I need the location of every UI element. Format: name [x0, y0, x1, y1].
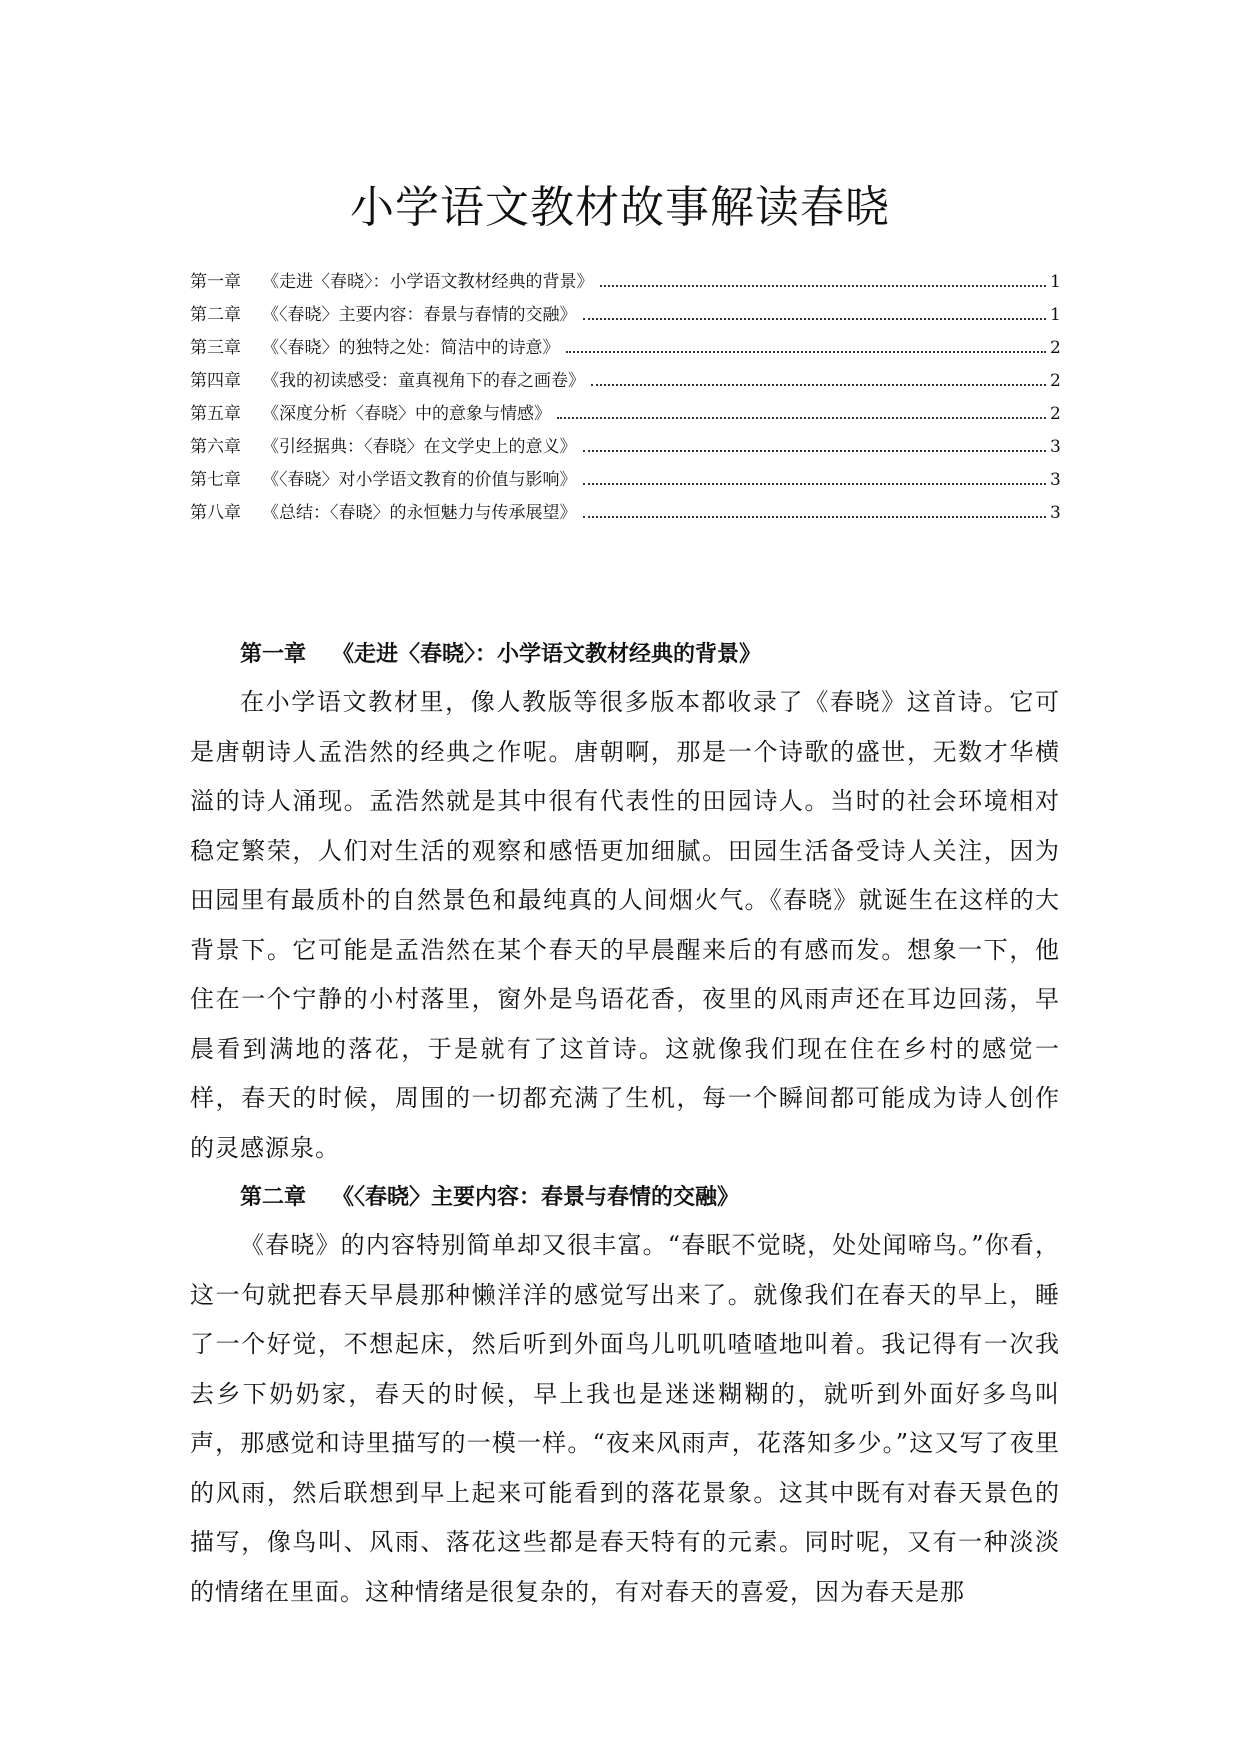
- body-paragraph: 《春晓》的内容特别简单却又很丰富。“春眠不觉晓，处处闻啼鸟。”你看，这一句就把春天早晨那种懒洋洋的感觉写出来了。就像我们在春天的早上，睡了一个好觉，不想起床，然后听到外面鸟儿叽叽喳喳地叫着。我记得有一次我去乡下奶奶家，春天的时候，早上我也是迷迷糊糊的，就听到外面好多鸟叫声，那感觉和诗里描写的一模一样。“夜来风雨声，花落知多少。”这又写了夜里的风雨，然后联想到早上起来可能看到的落花景象。这其中既有对春天景色的描写，像鸟叫、风雨、落花这些都是春天特有的元素。同时呢，又有一种淡淡的情绪在里面。这种情绪是很复杂的，有对春天的喜爱，因为春天是那: [190, 1231, 1060, 1606]
- toc-chapter-number: 第一章: [190, 272, 241, 292]
- toc-entry[interactable]: [190, 365, 1060, 398]
- toc-chapter-title: 《我的初读感受：童真视角下的春之画卷》: [262, 371, 585, 391]
- toc-chapter-title: 《〈春晓〉主要内容：春景与春情的交融》: [262, 305, 577, 325]
- body-paragraph: 在小学语文教材里，像人教版等很多版本都收录了《春晓》这首诗。它可是唐朝诗人孟浩然的经典之作呢。唐朝啊，那是一个诗歌的盛世，无数才华横溢的诗人涌现。孟浩然就是其中很有代表性的田园诗人。当时的社会环境相对稳定繁荣，人们对生活的观察和感悟更加细腻。田园生活备受诗人关注，因为田园里有最质朴的自然景色和最纯真的人间烟火气。《春晓》就诞生在这样的大背景下。它可能是孟浩然在某个春天的早晨醒来后的有感而发。想象一下，他住在一个宁静的小村落里，窗外是鸟语花香，夜里的风雨声还在耳边回荡，早晨看到满地的落花，于是就有了这首诗。这就像我们现在住在乡村的感觉一样，春天的时候，周围的一切都充满了生机，每一个瞬间都可能成为诗人创作的灵感源泉。: [190, 688, 1060, 1162]
- toc-chapter-number: 第四章: [190, 371, 241, 391]
- toc-leader-dots: [583, 516, 1047, 518]
- toc-chapter-number: 第三章: [190, 338, 241, 358]
- toc-leader-dots: [591, 384, 1046, 386]
- toc-entry[interactable]: [190, 332, 1060, 365]
- toc-page-number: 1: [1050, 305, 1061, 325]
- toc-chapter-number: 第八章: [190, 503, 241, 523]
- toc-leader-dots: [566, 351, 1047, 353]
- toc-chapter-number: 第六章: [190, 437, 241, 457]
- chapter-number: 第二章: [240, 1184, 307, 1210]
- toc-chapter-number: 第二章: [190, 305, 241, 325]
- toc-page-number: 2: [1050, 338, 1061, 358]
- toc-chapter-title: 《〈春晓〉的独特之处：简洁中的诗意》: [262, 338, 560, 358]
- toc-entry[interactable]: [190, 497, 1060, 530]
- toc-page-number: 2: [1050, 404, 1061, 424]
- toc-leader-dots: [583, 450, 1047, 452]
- toc-leader-dots: [557, 417, 1046, 419]
- toc-chapter-title: 《引经据典：〈春晓〉在文学史上的意义》: [262, 437, 577, 457]
- toc-leader-dots: [583, 483, 1047, 485]
- table-of-contents: [190, 266, 1060, 530]
- toc-chapter-number: 第七章: [190, 470, 241, 490]
- toc-page-number: 3: [1050, 503, 1061, 523]
- toc-page-number: 2: [1050, 371, 1061, 391]
- document-title: 小学语文教材故事解读春晓: [350, 182, 890, 233]
- chapter-heading: [190, 630, 1060, 678]
- toc-page-number: 3: [1050, 470, 1061, 490]
- chapter-title: 《〈春晓〉主要内容：春景与春情的交融》: [332, 1184, 740, 1210]
- toc-entry[interactable]: [190, 299, 1060, 332]
- toc-page-number: 1: [1050, 272, 1061, 292]
- toc-leader-dots: [600, 285, 1047, 287]
- toc-leader-dots: [583, 318, 1047, 320]
- toc-chapter-title: 《走进〈春晓〉：小学语文教材经典的背景》: [262, 272, 594, 292]
- toc-entry[interactable]: [190, 398, 1060, 431]
- toc-chapter-title: 《总结：〈春晓〉的永恒魅力与传承展望》: [262, 503, 577, 523]
- toc-page-number: 3: [1050, 437, 1061, 457]
- toc-entry[interactable]: [190, 266, 1060, 299]
- toc-chapter-title: 《〈春晓〉对小学语文教育的价值与影响》: [262, 470, 577, 490]
- chapter-heading: [190, 1173, 1060, 1221]
- chapter-title: 《走进〈春晓〉：小学语文教材经典的背景》: [332, 641, 762, 667]
- chapter-number: 第一章: [240, 641, 307, 667]
- toc-chapter-number: 第五章: [190, 404, 241, 424]
- toc-entry[interactable]: [190, 464, 1060, 497]
- toc-entry[interactable]: [190, 431, 1060, 464]
- toc-chapter-title: 《深度分析〈春晓〉中的意象与情感》: [262, 404, 551, 424]
- document-body: [190, 630, 1060, 1617]
